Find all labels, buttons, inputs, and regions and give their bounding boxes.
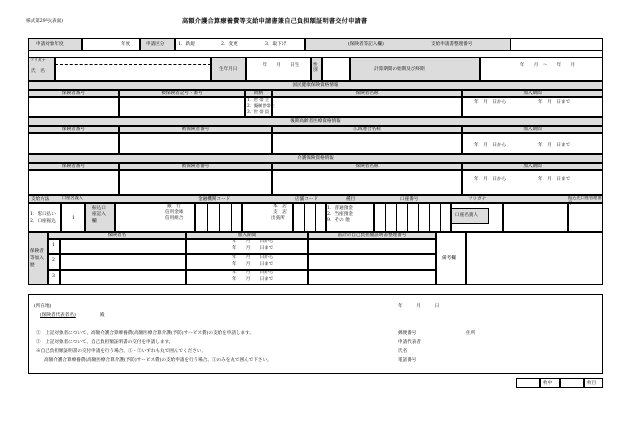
history-row-insurer[interactable] bbox=[60, 270, 186, 285]
bank-type-credit-bank: 信用金庫 bbox=[165, 210, 184, 215]
payment-method-field[interactable] bbox=[28, 203, 61, 232]
care-period-field[interactable] bbox=[462, 170, 603, 195]
nhi-relation-label: 続柄 bbox=[253, 91, 264, 96]
branch-code-field[interactable] bbox=[293, 203, 326, 232]
method-transfer[interactable]: 2．口座振込 bbox=[30, 219, 56, 224]
bank-type-credit-union: 信用組合 bbox=[165, 216, 184, 221]
elderly-insurer-name-field[interactable] bbox=[272, 133, 462, 154]
history-row-from: 年 月 日から bbox=[232, 270, 274, 275]
total-sheets-field[interactable] bbox=[516, 378, 540, 388]
insurer-area-label: (保険者等記入欄) bbox=[348, 42, 384, 47]
transfer-box-label: 振込口座記入欄 bbox=[92, 206, 106, 224]
category-change[interactable]: 2．変更 bbox=[221, 42, 238, 47]
declaration-line-2: ② 上記対象者について、自己負担額証明書の交付を申請します。 bbox=[36, 340, 174, 345]
history-row-from: 年 月 日から bbox=[232, 255, 274, 260]
cert-number-field[interactable] bbox=[510, 38, 603, 51]
acct-type-label: 種目 bbox=[346, 197, 356, 202]
category-new[interactable]: 1．新規 bbox=[178, 42, 195, 47]
history-insurer-label: 保険者名 bbox=[107, 233, 127, 238]
history-row-from: 年 月 日から bbox=[232, 239, 274, 244]
history-row-amount[interactable] bbox=[308, 239, 436, 254]
elderly-insurer-no-field[interactable] bbox=[28, 133, 119, 154]
dest-account-field[interactable] bbox=[568, 203, 603, 232]
nhi-card-no-label: 被保険者記号・番号 bbox=[161, 91, 203, 96]
care-from: 年 月 日から bbox=[474, 177, 507, 182]
declaration-line-3: ※自己負担額証明書の交付申請を行う場合、①・②いずれも丸で囲んでください。 bbox=[36, 349, 206, 354]
total-sheets-label: 枚中 bbox=[543, 381, 553, 386]
holder-label: 口座名義人 bbox=[455, 213, 478, 218]
representative-label: (保険者代表者名) bbox=[40, 313, 76, 318]
history-row-to: 年 月 日まで bbox=[232, 262, 274, 267]
remarks-field[interactable] bbox=[466, 232, 603, 285]
history-row-to: 年 月 日まで bbox=[232, 277, 274, 282]
sheet-number-field[interactable] bbox=[560, 378, 584, 388]
care-section-title: 介護保険資格情報 bbox=[297, 156, 334, 161]
elderly-card-no-label: 被保険者番号 bbox=[181, 127, 210, 132]
care-to: 年 月 日まで bbox=[538, 177, 571, 182]
period-label: 計算期間の始期及び終期 bbox=[374, 67, 425, 72]
history-row-insurer[interactable] bbox=[60, 254, 186, 270]
dest-account-label: 振込先口座管理番号 bbox=[568, 195, 602, 205]
sex-label: 性別 bbox=[313, 63, 318, 74]
target-year-field[interactable] bbox=[82, 38, 140, 51]
sex-field[interactable] bbox=[322, 57, 350, 81]
nhi-to: 年 月 日まで bbox=[538, 100, 571, 105]
history-row-number-text: 2 bbox=[52, 258, 55, 263]
branch-code-label: 店舗コード bbox=[295, 197, 318, 202]
sheet-number-label: 枚目 bbox=[587, 381, 597, 386]
bank-type-bank: 銀 行 bbox=[167, 204, 181, 209]
address-field-label: 住所 bbox=[466, 331, 476, 336]
applicant-name-label: 氏名 bbox=[398, 349, 408, 354]
care-card-no-field[interactable] bbox=[119, 170, 272, 195]
nhi-card-no-field[interactable] bbox=[119, 97, 245, 117]
birth-value: 年 月 日生 bbox=[262, 63, 300, 68]
remarks-label: 備考欄 bbox=[442, 256, 456, 261]
history-row-number-text: 1 bbox=[52, 243, 55, 248]
nhi-from: 年 月 日から bbox=[474, 100, 507, 105]
branch-office: 出張所 bbox=[271, 216, 285, 221]
target-year-label: 申請対象年度 bbox=[36, 42, 64, 47]
account-owner-label: 口座名義人 bbox=[62, 195, 83, 200]
elderly-from: 年 月 日から bbox=[474, 143, 507, 148]
birth-label: 生年月日 bbox=[219, 67, 238, 72]
history-amount-label: 前計の自己負担額証明書整理番号 bbox=[337, 233, 407, 238]
form-number: 様式第29号(表面) bbox=[26, 19, 63, 24]
owner-value: 1 bbox=[72, 216, 75, 221]
nhi-period-label: 加入期間 bbox=[523, 91, 542, 96]
furigana-label: フリガナ bbox=[30, 57, 46, 62]
applicant-label: 申請代表者 bbox=[398, 340, 421, 345]
method-counter[interactable]: 1．窓口払い bbox=[30, 212, 56, 217]
elderly-to: 年 月 日まで bbox=[538, 143, 571, 148]
elderly-section-title: 後期高齢者医療資格情報 bbox=[290, 119, 341, 124]
year-suffix: 年度 bbox=[121, 42, 131, 47]
elderly-insurer-no-label: 保険者番号 bbox=[62, 127, 85, 132]
payee-name-field[interactable] bbox=[503, 203, 568, 232]
name-label: 氏 名 bbox=[31, 69, 45, 74]
history-side-label: 保険者等加入歴 bbox=[30, 249, 44, 268]
phone-label: 電話番号 bbox=[398, 358, 417, 363]
acct-current[interactable]: 2．当座預金 bbox=[327, 212, 353, 217]
elderly-card-no-field[interactable] bbox=[119, 133, 272, 154]
cert-number-label: 支給申請書整理番号 bbox=[431, 42, 473, 47]
care-insurer-name-field[interactable] bbox=[272, 170, 462, 195]
category-withdraw[interactable]: 3．取下げ bbox=[265, 42, 287, 47]
nhi-insurer-name-label: 保険者名称 bbox=[355, 91, 379, 96]
care-insurer-no-field[interactable] bbox=[28, 170, 119, 195]
honorific: 殿 bbox=[100, 313, 105, 318]
elderly-insurer-name-label: 広域連合名称 bbox=[353, 127, 381, 132]
acct-ordinary[interactable]: 1．普通預金 bbox=[327, 206, 353, 211]
care-insurer-name-label: 保険者名称 bbox=[355, 164, 379, 169]
relation-quasi-head[interactable]: 2．擬制世帯主 bbox=[247, 103, 275, 108]
history-row-amount[interactable] bbox=[308, 254, 436, 270]
relation-member[interactable]: 3．世 帯 員 bbox=[247, 109, 270, 114]
history-row-amount[interactable] bbox=[308, 270, 436, 285]
postal-label: 郵便番号 bbox=[398, 331, 417, 336]
elderly-period-label: 加入期間 bbox=[523, 127, 542, 132]
declaration-date: 年 月 日 bbox=[398, 304, 440, 309]
nhi-insurer-name-field[interactable] bbox=[272, 97, 462, 117]
care-period-label: 加入期間 bbox=[523, 164, 542, 169]
care-card-no-label: 被保険者番号 bbox=[181, 164, 210, 169]
declaration-line-1: ① 上記対象者について、高額介護合算療養費(高額医療合算介護(予防)サービス費)の支給を申請します。 bbox=[36, 331, 254, 336]
period-value: 年 月 ～ 年 月 bbox=[519, 63, 576, 68]
branch-shop: 支 店 bbox=[273, 210, 287, 215]
acct-no-label: 口座番号 bbox=[400, 197, 419, 202]
nhi-section-title: 国民健康保険資格情報 bbox=[292, 83, 339, 88]
bank-code-label: 金融機関コード bbox=[198, 197, 231, 202]
category-label: 申請区分 bbox=[146, 42, 165, 47]
payee-furigana-label: フリガナ bbox=[468, 197, 487, 202]
relation-head[interactable]: 1．世 帯 主 bbox=[247, 97, 270, 102]
history-row-insurer[interactable] bbox=[60, 239, 186, 254]
nhi-insurer-no-label: 保険者番号 bbox=[62, 91, 85, 96]
payment-method-label: 支給方法 bbox=[31, 197, 50, 202]
history-row-number-text: 3 bbox=[52, 274, 55, 279]
address-label: (所在地) bbox=[34, 304, 52, 309]
nhi-insurer-no-field[interactable] bbox=[28, 97, 119, 117]
care-insurer-no-label: 保険者番号 bbox=[62, 164, 85, 169]
name-field[interactable] bbox=[55, 57, 211, 81]
branch-main: 本 店 bbox=[273, 204, 287, 209]
history-row-to: 年 月 日まで bbox=[232, 246, 274, 251]
form-title: 高額介護合算療養費等支給申請書兼自己負担額証明書交付申請書 bbox=[182, 18, 368, 25]
history-period-label: 加入期間 bbox=[237, 233, 257, 238]
acct-other[interactable]: 9．その 他 bbox=[327, 218, 350, 223]
declaration-line-4: 高額介護合算療養費(高額医療合算介護(予防)サービス費)の支給申請を行う場合、①のみを丸で囲んで下さい。 bbox=[44, 358, 272, 363]
